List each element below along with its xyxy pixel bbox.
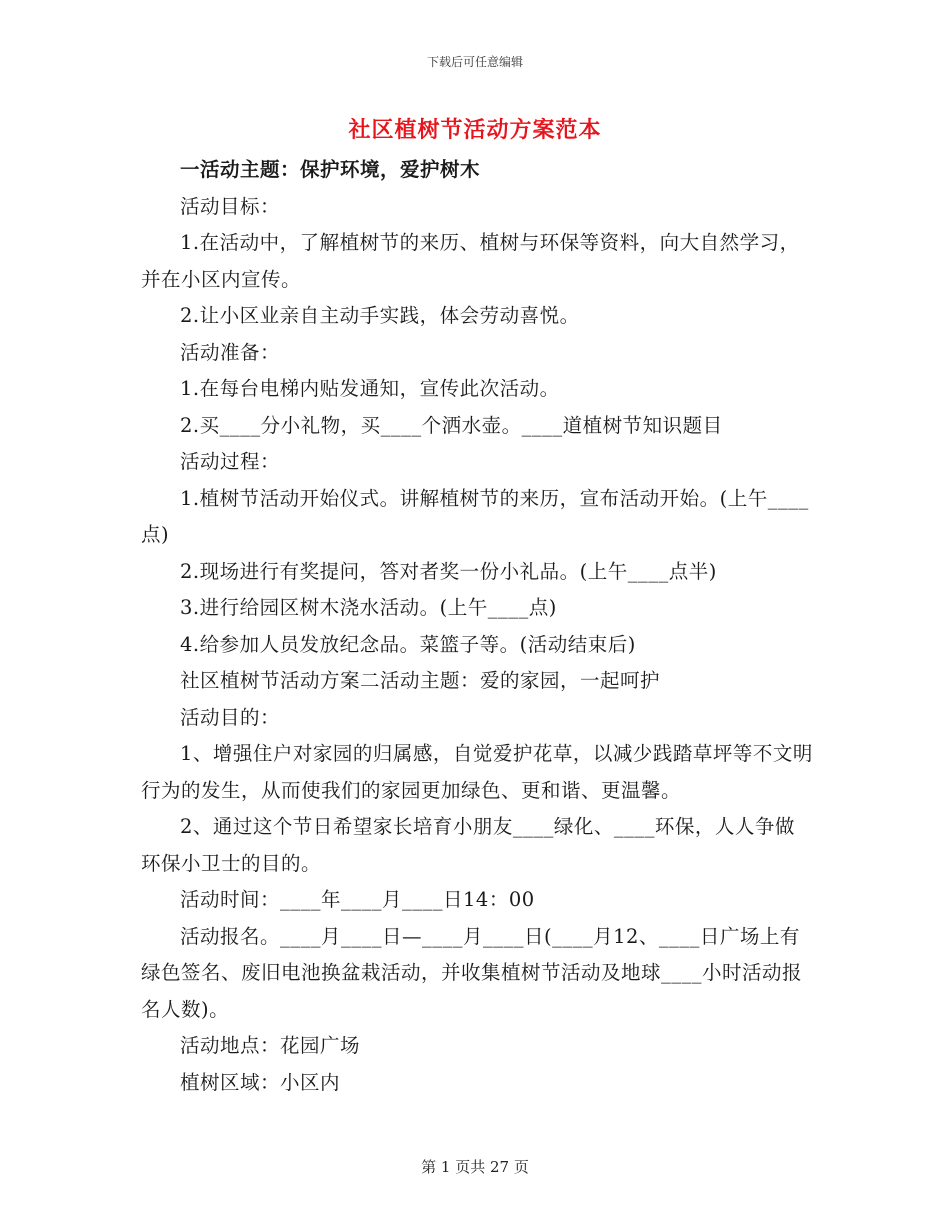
paragraph: 2.买____分小礼物，买____个洒水壶。____道植树节知识题目 xyxy=(180,413,723,437)
paragraph: 2、通过这个节日希望家长培育小朋友____绿化、____环保，人人争做环保小卫士的目的。 xyxy=(141,815,795,875)
paragraph: 2.现场进行有奖提问，答对者奖一份小礼品。(上午____点半) xyxy=(180,559,717,583)
paragraph: 4.给参加人员发放纪念品。菜篮子等。(活动结束后) xyxy=(180,632,636,656)
page-number-footer: 第 1 页共 27 页 xyxy=(421,1158,529,1176)
paragraph: 活动地点：花园广场 xyxy=(180,1034,361,1057)
paragraph: 活动过程： xyxy=(180,450,281,473)
section-heading-theme: 一活动主题：保护环境，爱护树木 xyxy=(180,158,481,181)
document-title: 社区植树节活动方案范本 xyxy=(348,117,602,143)
paragraph: 活动时间：____年____月____日14：00 xyxy=(180,888,535,911)
paragraph: 1.在活动中，了解植树节的来历、植树与环保等资料，向大自然学习，并在小区内宣传。 xyxy=(141,231,800,291)
paragraph: 植树区域：小区内 xyxy=(180,1070,341,1094)
document-body xyxy=(141,152,813,1101)
paragraph: 活动目的： xyxy=(180,705,281,729)
paragraph: 活动报名。____月____日—____月____日(____月12、____日广场上有绿色签名、废旧电池换盆栽活动，并收集植树节活动及地球____小时活动报名人数)。 xyxy=(141,924,803,1021)
header-note: 下载后可任意编辑 xyxy=(426,55,523,69)
paragraph: 社区植树节活动方案二活动主题：爱的家园，一起呵护 xyxy=(180,669,661,692)
paragraph: 3.进行给园区树木浇水活动。(上午____点) xyxy=(180,596,557,619)
paragraph: 1.在每台电梯内贴发通知，宣传此次活动。 xyxy=(180,377,560,400)
paragraph: 2.让小区业亲自主动手实践，体会劳动喜悦。 xyxy=(180,304,580,327)
paragraph: 1、增强住户对家园的归属感，自觉爱护花草，以减少践踏草坪等不文明行为的发生，从而使我们的家园更加绿色、更和谐、更温馨。 xyxy=(141,742,813,802)
paragraph: 活动准备： xyxy=(180,340,281,364)
paragraph: 1.植树节活动开始仪式。讲解植树节的来历，宣布活动开始。(上午____点) xyxy=(141,486,809,546)
paragraph: 活动目标： xyxy=(180,194,281,218)
